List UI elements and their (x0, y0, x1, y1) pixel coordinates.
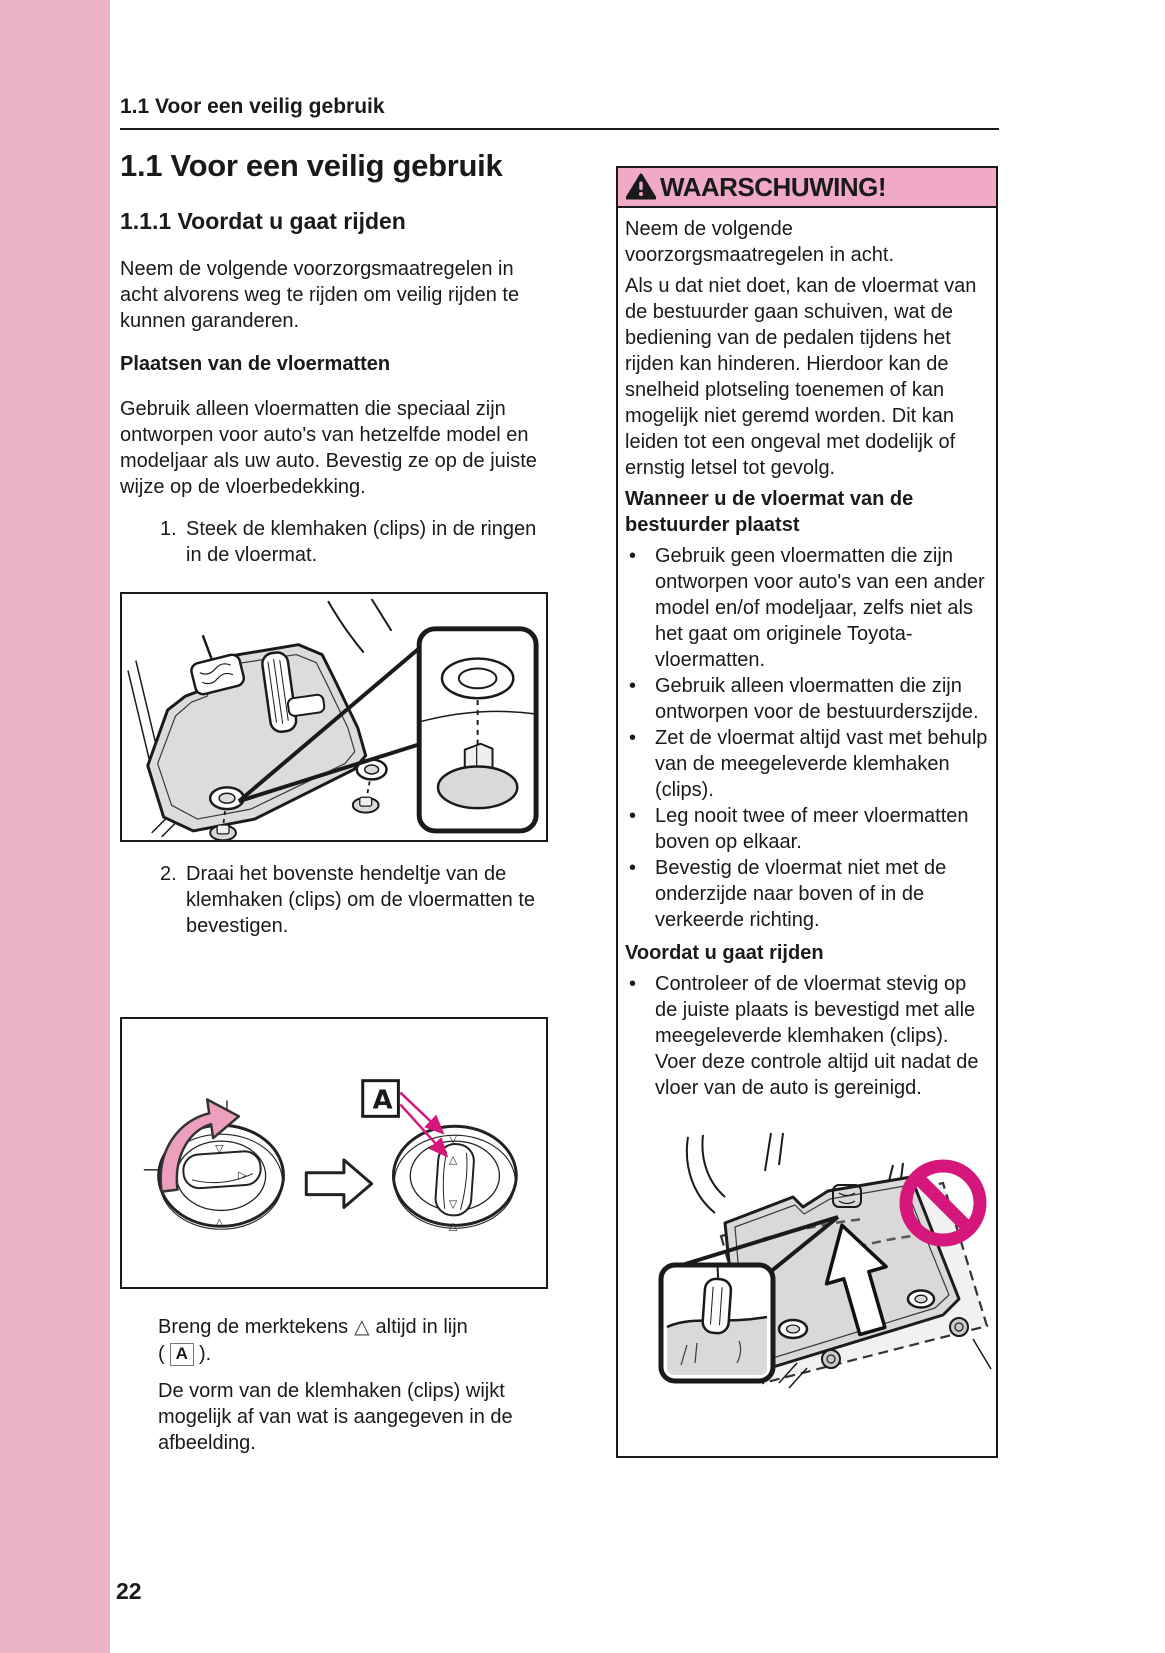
warning-subheading: Voordat u gaat rijden (625, 942, 824, 964)
svg-text:▽: ▽ (448, 1197, 458, 1211)
warning-list-2 (625, 971, 989, 1101)
section-subtitle: 1.1.1 Voordat u gaat rijden (120, 208, 406, 234)
triangle-mark: △ (354, 1314, 370, 1338)
floor-clip-left (210, 825, 236, 840)
transition-arrow (306, 1160, 371, 1208)
clip-dial-before (144, 1099, 284, 1229)
list-item: • Gebruik alleen vloermatten die zijn ontworpen voor de bestuurderszijde. (629, 675, 979, 723)
bullet: • (629, 857, 637, 879)
pink-sidebar (0, 0, 110, 1653)
warning-box (616, 166, 998, 1458)
floor-mat-shape (148, 645, 366, 831)
list-item: • Bevestig de vloermat niet met de onderzijde naar boven of in de verkeerde richting. (629, 857, 947, 931)
page-number: 22 (116, 1578, 142, 1604)
clip-dot (950, 1318, 968, 1336)
step-text: Steek de klemhaken (clips) in de ringen in de vloermat. (186, 518, 537, 566)
bullet: • (629, 727, 637, 749)
page-title: 1.1 Voor een veilig gebruik (120, 148, 503, 183)
step-1 (120, 516, 552, 568)
mats-paragraph: Gebruik alleen vloermatten die speciaal zijn ontworpen voor auto's van hetzelfde model en modeljaar als uw auto. Bevestig ze op de juiste wijze op de vloerbedekking. (120, 398, 537, 498)
svg-text:△: △ (215, 1215, 224, 1229)
clip-dial-after (393, 1126, 516, 1232)
clip-detail-callout (419, 629, 536, 831)
pedal-detail-callout (661, 1265, 773, 1381)
alignment-note: Breng de merktekens △ altijd in lijn ( A ). (158, 1314, 468, 1365)
mats-heading: Plaatsen van de vloermatten (120, 353, 391, 375)
figure-clip-rotation (120, 1017, 548, 1289)
label-a: A (372, 1085, 393, 1116)
step-number: 2. (160, 863, 177, 885)
running-head: 1.1 Voor een veilig gebruik (120, 95, 385, 118)
warning-body (618, 208, 996, 1400)
warning-header (618, 168, 996, 208)
list-item: • Gebruik geen vloermatten die zijn ontworpen voor auto's van een ander model en/of modeljaar, zelfs niet als het gaat om originele Toyota-vloermatten. (629, 545, 985, 671)
svg-text:△: △ (448, 1219, 458, 1233)
intro-paragraph: Neem de volgende voorzorgsmaatregelen in acht alvorens weg te rijden om veilig rijden te kunnen garanderen. (120, 258, 520, 332)
bullet: • (629, 805, 637, 827)
list-item: • Controleer of de vloermat stevig op de juiste plaats is bevestigd met alle meegeleverde klemhaken (clips). Voer deze controle altijd uit nadat de vloer van de auto is gereinigd. (629, 973, 979, 1099)
svg-text:▷: ▷ (237, 1168, 247, 1182)
warning-list-1 (625, 543, 989, 933)
warning-subheading: Wanneer u de vloermat van de bestuurder plaatst (625, 488, 914, 536)
bullet: • (629, 545, 637, 567)
shape-note: De vorm van de klemhaken (clips) wijkt mogelijk af van wat is aangegeven in de afbeelding. (158, 1380, 513, 1454)
a-label-inline: A (170, 1343, 194, 1366)
figure-wrong-placement (643, 1131, 989, 1400)
svg-text:△: △ (448, 1152, 458, 1166)
floor-clip-right (353, 797, 379, 812)
warning-triangle-icon (626, 173, 656, 201)
clip-dot (822, 1350, 840, 1368)
brake-pedal (184, 628, 246, 696)
step-number: 1. (160, 518, 177, 540)
warning-title: WAARSCHUWING! (660, 171, 887, 202)
warning-paragraph: Als u dat niet doet, kan de vloermat van de bestuurder gaan schuiven, wat de bediening van de pedalen tijdens het rijden kan hinderen. Hierdoor kan de snelheid plotseling toenemen of kan mogelijk niet geremd worden. Dit kan leiden tot een ongeval met dodelijk of ernstig letsel tot gevolg. (625, 275, 977, 479)
figure-mat-installation (120, 592, 548, 842)
step-2 (120, 861, 552, 939)
list-item: • Zet de vloermat altijd vast met behulp van de meegeleverde klemhaken (clips). (629, 727, 988, 801)
header-divider (120, 128, 999, 130)
svg-text:▽: ▽ (215, 1141, 224, 1155)
bullet: • (629, 973, 637, 995)
step-text: Draai het bovenste hendeltje van de klemhaken (clips) om de vloermatten te bevestigen. (186, 863, 536, 937)
bullet: • (629, 675, 637, 697)
clip-rotation-illustration (122, 1019, 546, 1283)
warning-paragraph: Neem de volgende voorzorgsmaatregelen in acht. (625, 218, 895, 266)
wrong-placement-illustration (643, 1131, 995, 1393)
svg-text:▽: ▽ (448, 1132, 458, 1146)
list-item: • Leg nooit twee of meer vloermatten boven op elkaar. (629, 805, 969, 853)
left-column (120, 148, 552, 1456)
mat-installation-illustration (122, 594, 546, 840)
